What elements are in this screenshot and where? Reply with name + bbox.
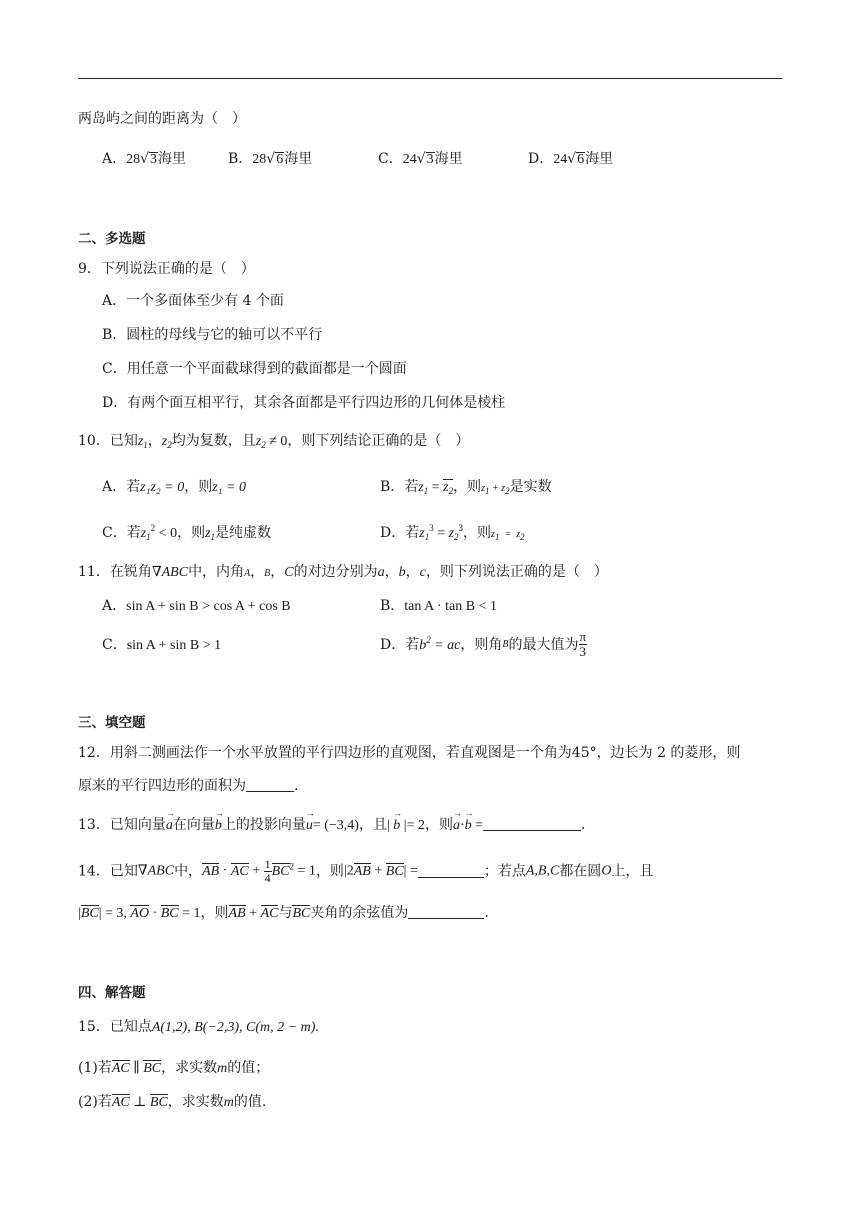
q8-option-b[interactable]: B．28√6海里 [228, 151, 313, 167]
q12-line1: 12．用斜二测画法作一个水平放置的平行四边形的直观图，若直观图是一个角为45°，边长为 2 的菱形，则 [78, 745, 741, 761]
q12-answer-blank[interactable] [246, 791, 294, 792]
q11-stem: 11．在锐角∇ABC中，内角A，B，C的对边分别为a，b，c，则下列说法正确的是（ ） [78, 564, 608, 580]
q11-option-c[interactable]: C．sin A + sin B > 1 [102, 637, 222, 653]
q9-option-d[interactable]: D．有两个面互相平行，其余各面都是平行四边形的几何体是棱柱 [102, 395, 506, 411]
q8-stem-tail: 两岛屿之间的距离为（ ） [78, 111, 246, 127]
q10-stem: 10．已知$z_1$，$z_2$均为复数，且$z_2 \ne 0$，则下列结论正确的是（ ） [78, 433, 470, 450]
q9-option-b[interactable]: B．圆柱的母线与它的轴可以不平行 [102, 327, 323, 343]
q8-option-c[interactable]: C．24√3海里 [378, 151, 463, 167]
q10-option-c[interactable]: C．若$z_1^2 < 0$，则$z_1$是纯虚数 [102, 523, 272, 542]
q15-part2: (2)若AC ⊥ BC，求实数m的值. [78, 1094, 267, 1110]
q11-option-a[interactable]: A．sin A + sin B > cos A + cos B [102, 598, 291, 614]
q14-answer-blank-1[interactable] [418, 877, 484, 878]
section-title-solutions: 四、解答题 [78, 985, 146, 1001]
q11-option-d[interactable]: D．若$b^2$ = ac，则角B的最大值为 $\frac{\pi}{3}$ [380, 629, 587, 660]
section-title-multiple-choice: 二、多选题 [78, 231, 146, 247]
section-title-fill-in: 三、填空题 [78, 715, 146, 731]
header-rule [78, 78, 782, 79]
q9-stem: 9．下列说法正确的是（ ） [78, 261, 255, 277]
q14-line2: |BC| = 3, AO · BC = 1，则AB + AC与BC夹角的余弦值为 . [78, 905, 489, 921]
q10-option-d[interactable]: D．若$z_1^3 = z_2^3$，则z1 = z2 [380, 523, 525, 542]
q10-option-a[interactable]: A．若z₁z₂ = 0，则z₁ = 0 [102, 479, 246, 495]
q8-option-a[interactable]: A．28√3海里 [102, 151, 187, 167]
q13-answer-blank[interactable] [483, 830, 581, 831]
q11-option-b[interactable]: B．tan A · tan B < 1 [380, 598, 497, 614]
q8-option-d[interactable]: D．24√6海里 [528, 151, 614, 167]
q14-line1: 14．已知∇ABC中，AB · AC + $\frac{1}{4}$ $BC^2 = 1$，则|2AB + BC| = ；若点A,B,C都在圆O上，且 [78, 857, 654, 886]
q12-line2: 原来的平行四边形的面积为 . [78, 778, 299, 794]
q14-answer-blank-2[interactable] [408, 918, 484, 919]
q9-option-c[interactable]: C．用任意一个平面截球得到的截面都是一个圆面 [102, 361, 407, 377]
q15-part1: (1)若AC ∥ BC，求实数m的值； [78, 1060, 270, 1076]
q9-option-a[interactable]: A．一个多面体至少有 4 个面 [102, 293, 284, 309]
q10-option-b[interactable]: B．若$z_1 = z_2$，则z1 + z2是实数 [380, 479, 552, 496]
q15-stem: 15．已知点A(1,2), B(−2,3), C(m, 2 − m). [78, 1019, 319, 1035]
q13-stem: 13．已知向量a →在向量b →上的投影向量u →= (−3,4)，且| b → |= 2，则a →·b → = . [78, 818, 586, 833]
